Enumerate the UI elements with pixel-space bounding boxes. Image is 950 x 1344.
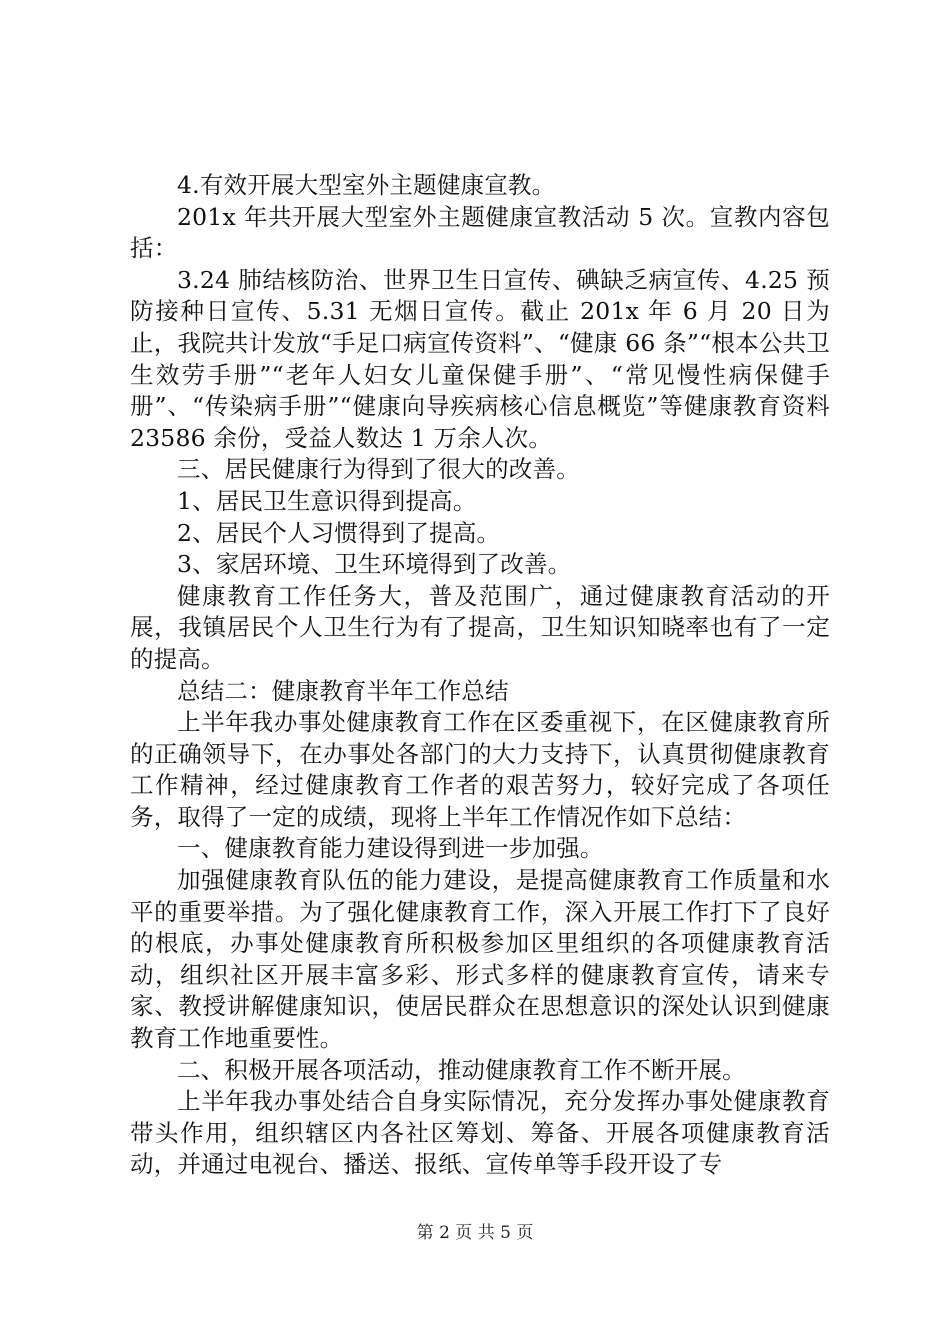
document-body xyxy=(130,170,830,1181)
paragraph-item-1: 1、居民卫生意识得到提高。 xyxy=(177,486,477,515)
paragraph-capacity-body: 加强健康教育队伍的能力建设，是提高健康教育工作质量和水平的重要举措。为了强化健康教育工作，深入开展工作打下了良好的根底，办事处健康教育所积极参加区里组织的各项健康教育活动，组织社区开展丰富多彩、形式多样的健康教育宣传，请来专家、教授讲解健康知识，使居民群众在思想意识的深处认识到健康教育工作地重要性。 xyxy=(130,866,830,1053)
paragraph-section-4-heading: 4.有效开展大型室外主题健康宣教。 xyxy=(177,171,556,199)
page-number-footer: 第 2 页 共 5 页 xyxy=(416,1223,534,1243)
paragraph-activities-heading: 二、积极开展各项活动，推动健康教育工作不断开展。 xyxy=(177,1055,746,1084)
paragraph-item-3: 3、家居环境、卫生环境得到了改善。 xyxy=(177,550,572,579)
paragraph-activities-body: 上半年我办事处结合自身实际情况，充分发挥办事处健康教育带头作用，组织辖区内各社区筹划、筹备、开展各项健康教育活动，并通过电视台、播送、报纸、宣传单等手段开设了专 xyxy=(130,1087,830,1179)
paragraph-capacity-heading: 一、健康教育能力建设得到进一步加强。 xyxy=(177,834,604,863)
paragraph-conclusion: 健康教育工作任务大，普及范围广，通过健康教育活动的开展，我镇居民个人卫生行为有了提高，卫生知识知晓率也有了一定的提高。 xyxy=(130,581,830,673)
paragraph-summary-2-title: 总结二：健康教育半年工作总结 xyxy=(177,676,509,705)
paragraph-outdoor-campaign-count: 201x 年共开展大型室外主题健康宣教活动 5 次。宣教内容包括： xyxy=(130,202,830,263)
paragraph-summary-2-intro: 上半年我办事处健康教育工作在区委重视下，在区健康教育所的正确领导下，在办事处各部门的大力支持下，认真贯彻健康教育工作精神，经过健康教育工作者的艰苦努力，较好完成了各项任务，取得了一定的成绩，现将上半年工作情况作如下总结： xyxy=(130,708,830,831)
paragraph-campaign-contents: 3.24 肺结核防治、世界卫生日宣传、碘缺乏病宣传、4.25 预防接种日宣传、5.31 无烟日宣传。截止 201x 年 6 月 20 日为止，我院共计发放“手足口病宣传资料”、“健康 66 条”“根本公共卫生效劳手册”“老年人妇女儿童保健手册”、“常见慢性病保健手册”、“传染病手册”“健康向导疾病核心信息概览”等健康教育资料 23586 余份，受益人数达 1 万余人次。 xyxy=(130,265,830,452)
paragraph-section-3-heading: 三、居民健康行为得到了很大的改善。 xyxy=(177,455,580,484)
paragraph-item-2: 2、居民个人习惯得到了提高。 xyxy=(177,518,501,547)
